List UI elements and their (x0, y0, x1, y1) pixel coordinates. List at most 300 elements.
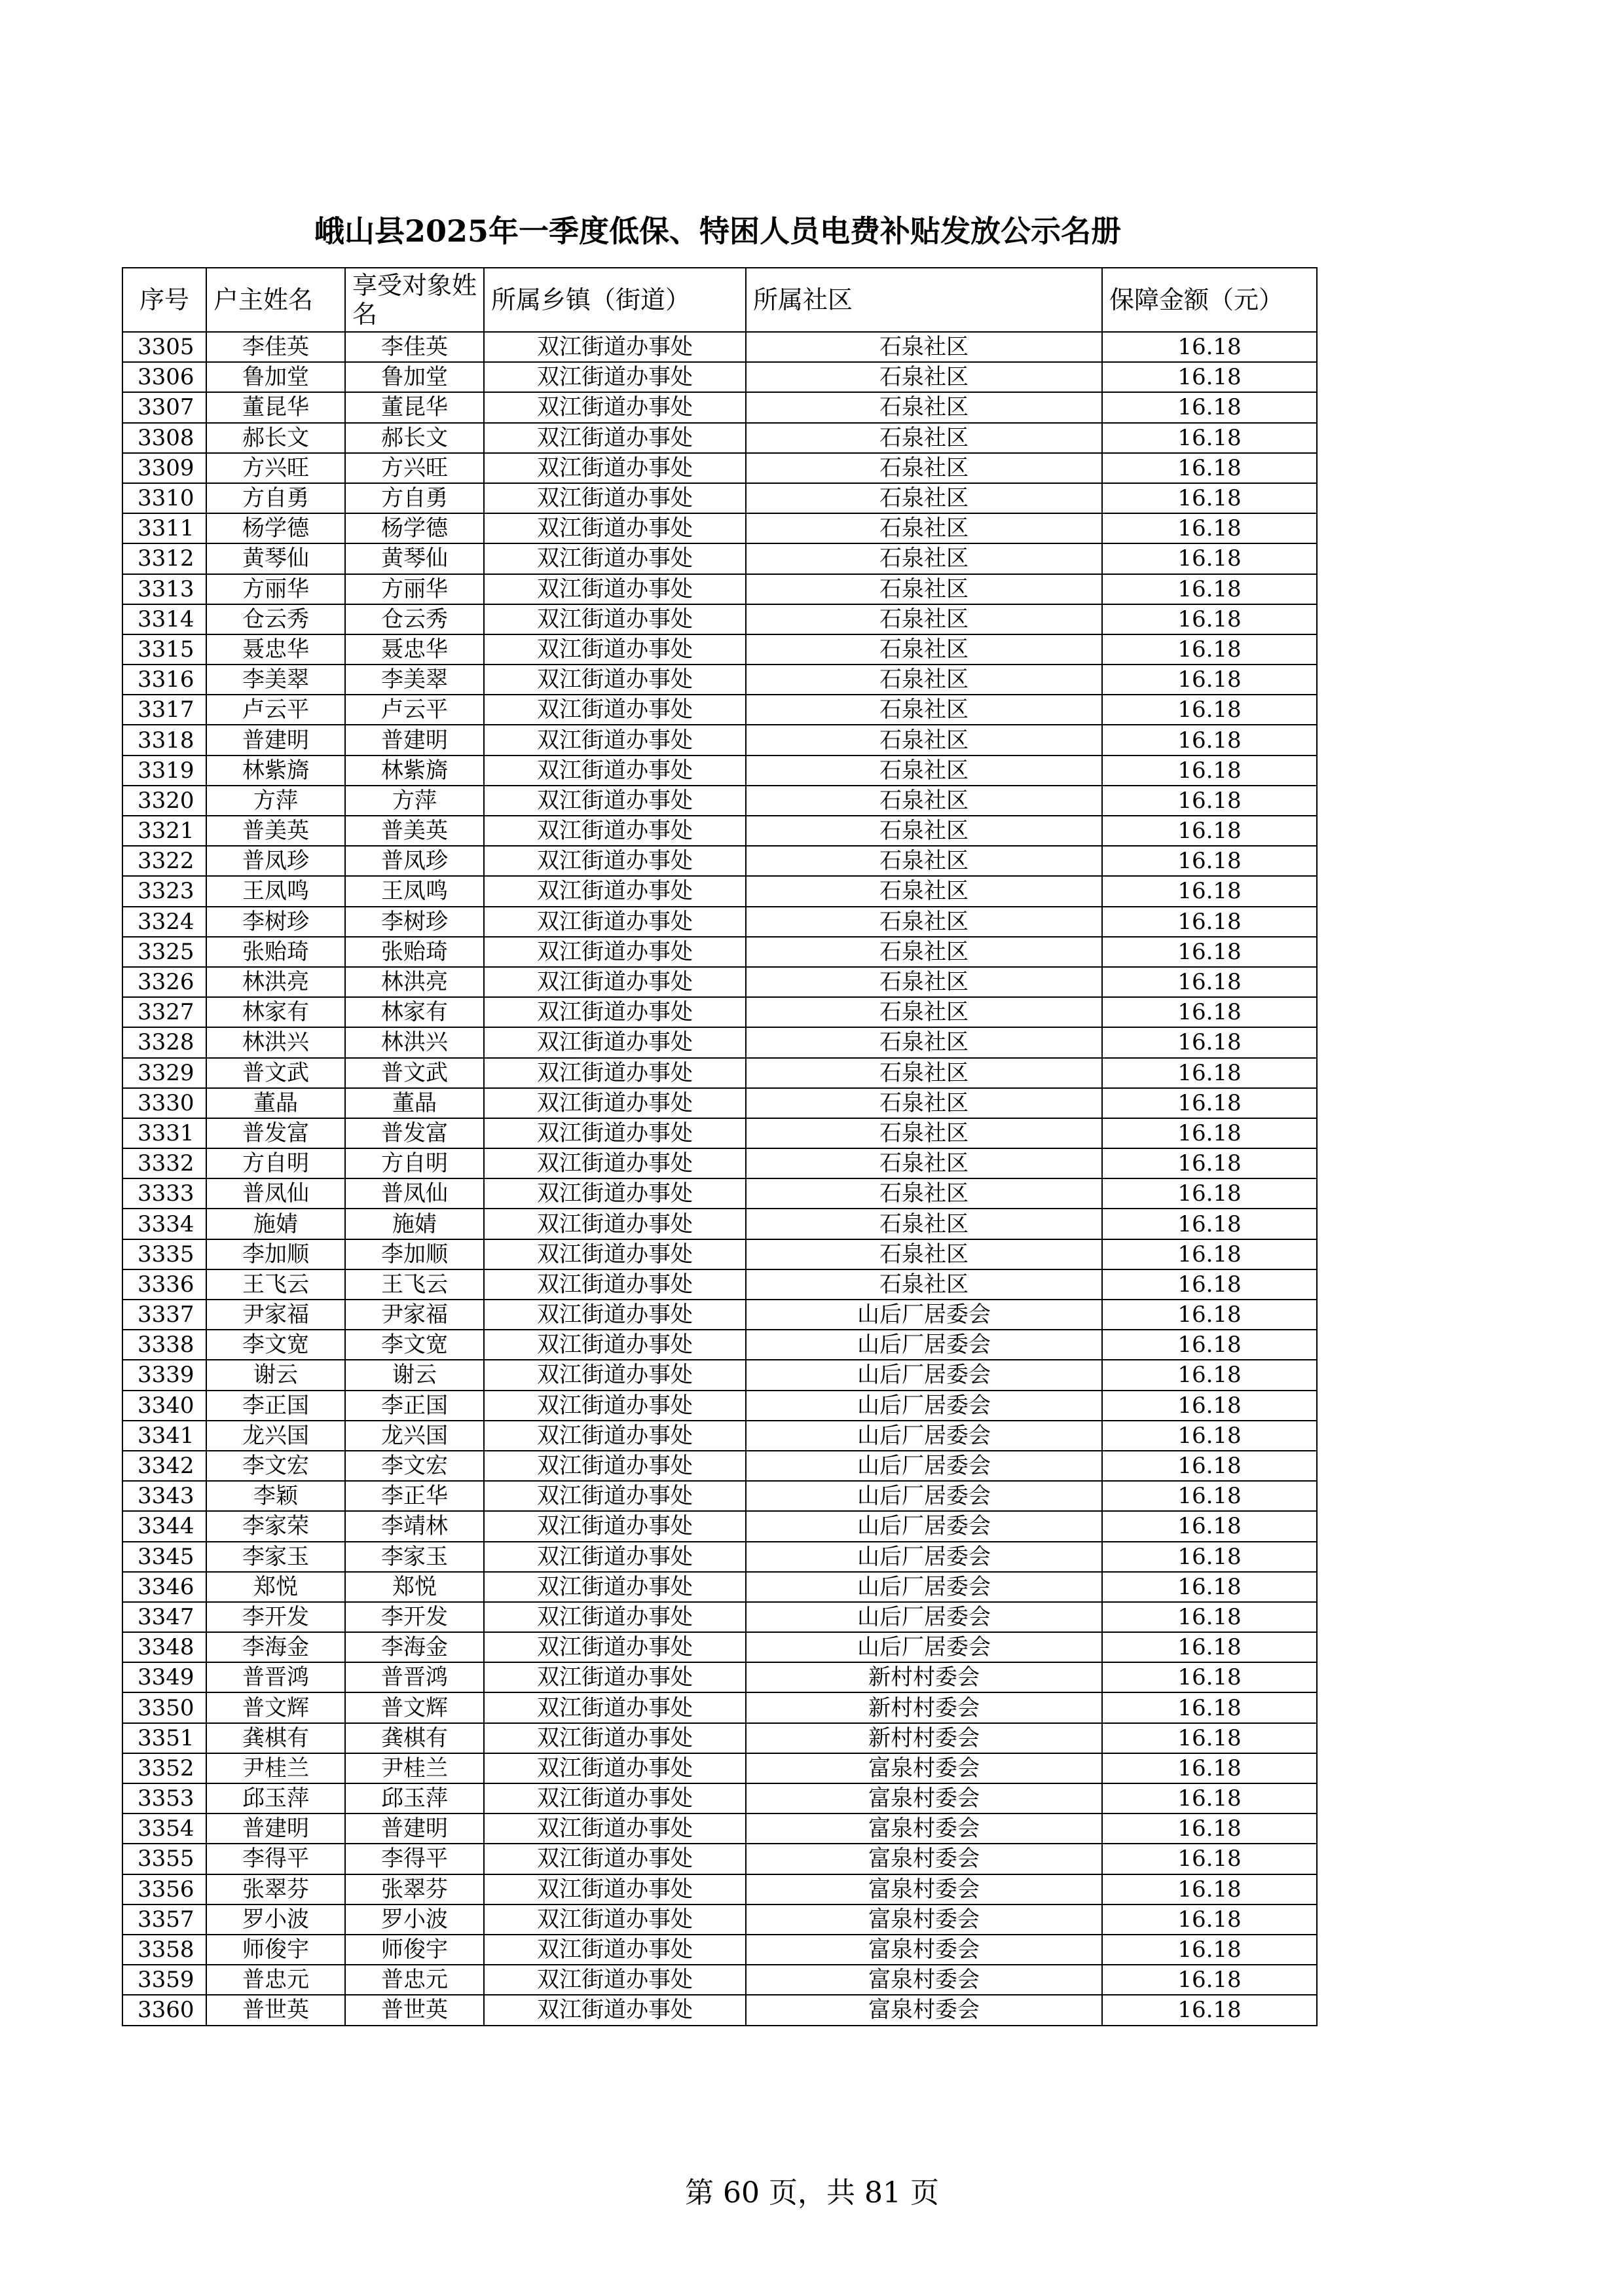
cell-township: 双江街道办事处 (484, 392, 746, 422)
table-row (122, 1300, 1317, 1330)
cell-beneficiary: 普发富 (345, 1118, 484, 1148)
cell-township: 双江街道办事处 (484, 725, 746, 755)
cell-amount: 16.18 (1102, 1118, 1317, 1148)
cell-beneficiary: 普美英 (345, 816, 484, 846)
cell-beneficiary: 普建明 (345, 1813, 484, 1844)
cell-household-head: 李正国 (206, 1391, 345, 1421)
cell-township: 双江街道办事处 (484, 1481, 746, 1511)
table-row (122, 1451, 1317, 1481)
cell-township: 双江街道办事处 (484, 1118, 746, 1148)
cell-township: 双江街道办事处 (484, 1874, 746, 1904)
cell-community: 石泉社区 (746, 876, 1102, 906)
cell-household-head: 仓云秀 (206, 604, 345, 634)
cell-township: 双江街道办事处 (484, 1421, 746, 1451)
table-row (122, 1813, 1317, 1844)
cell-community: 石泉社区 (746, 634, 1102, 665)
cell-community: 石泉社区 (746, 392, 1102, 422)
cell-community: 石泉社区 (746, 1088, 1102, 1118)
cell-community: 新村村委会 (746, 1723, 1102, 1753)
cell-amount: 16.18 (1102, 1935, 1317, 1965)
cell-amount: 16.18 (1102, 1813, 1317, 1844)
cell-amount: 16.18 (1102, 907, 1317, 937)
cell-household-head: 李开发 (206, 1602, 345, 1632)
cell-household-head: 方丽华 (206, 574, 345, 604)
cell-township: 双江街道办事处 (484, 1451, 746, 1481)
cell-township: 双江街道办事处 (484, 1391, 746, 1421)
cell-beneficiary: 普文辉 (345, 1692, 484, 1722)
header-amount: 保障金额（元） (1102, 268, 1317, 332)
header-community: 所属社区 (746, 268, 1102, 332)
cell-amount: 16.18 (1102, 1783, 1317, 1813)
cell-township: 双江街道办事处 (484, 513, 746, 543)
cell-township: 双江街道办事处 (484, 1058, 746, 1088)
cell-household-head: 李加顺 (206, 1239, 345, 1269)
cell-household-head: 普世英 (206, 1995, 345, 2025)
cell-seq: 3343 (122, 1481, 206, 1511)
cell-beneficiary: 林洪亮 (345, 967, 484, 997)
cell-township: 双江街道办事处 (484, 1300, 746, 1330)
table-row (122, 574, 1317, 604)
cell-beneficiary: 李文宽 (345, 1330, 484, 1360)
cell-seq: 3350 (122, 1692, 206, 1722)
table-row (122, 1360, 1317, 1390)
cell-amount: 16.18 (1102, 816, 1317, 846)
cell-household-head: 普建明 (206, 725, 345, 755)
table-row (122, 1995, 1317, 2025)
cell-seq: 3352 (122, 1753, 206, 1783)
table-row (122, 756, 1317, 786)
table-row (122, 1027, 1317, 1057)
table-row (122, 513, 1317, 543)
cell-beneficiary: 龙兴国 (345, 1421, 484, 1451)
cell-township: 双江街道办事处 (484, 634, 746, 665)
cell-beneficiary: 张贻琦 (345, 937, 484, 967)
cell-seq: 3327 (122, 997, 206, 1027)
cell-household-head: 李得平 (206, 1844, 345, 1874)
cell-household-head: 邱玉萍 (206, 1783, 345, 1813)
cell-amount: 16.18 (1102, 1421, 1317, 1451)
cell-community: 石泉社区 (746, 1178, 1102, 1209)
cell-seq: 3313 (122, 574, 206, 604)
cell-amount: 16.18 (1102, 725, 1317, 755)
table-row (122, 1391, 1317, 1421)
cell-seq: 3305 (122, 332, 206, 362)
cell-seq: 3308 (122, 423, 206, 453)
cell-household-head: 郑悦 (206, 1572, 345, 1602)
cell-township: 双江街道办事处 (484, 1723, 746, 1753)
cell-seq: 3334 (122, 1209, 206, 1239)
cell-amount: 16.18 (1102, 786, 1317, 816)
cell-township: 双江街道办事处 (484, 1572, 746, 1602)
cell-beneficiary: 杨学德 (345, 513, 484, 543)
cell-beneficiary: 师俊宇 (345, 1935, 484, 1965)
cell-township: 双江街道办事处 (484, 1209, 746, 1239)
cell-household-head: 普建明 (206, 1813, 345, 1844)
cell-amount: 16.18 (1102, 1874, 1317, 1904)
cell-amount: 16.18 (1102, 1239, 1317, 1269)
cell-household-head: 普文辉 (206, 1692, 345, 1722)
cell-community: 富泉村委会 (746, 1935, 1102, 1965)
cell-township: 双江街道办事处 (484, 1813, 746, 1844)
cell-community: 石泉社区 (746, 816, 1102, 846)
cell-amount: 16.18 (1102, 1360, 1317, 1390)
table-row (122, 1209, 1317, 1239)
table-row (122, 725, 1317, 755)
cell-township: 双江街道办事处 (484, 543, 746, 574)
cell-beneficiary: 李家玉 (345, 1542, 484, 1572)
cell-seq: 3325 (122, 937, 206, 967)
cell-amount: 16.18 (1102, 1148, 1317, 1178)
cell-household-head: 龙兴国 (206, 1421, 345, 1451)
cell-community: 山后厂居委会 (746, 1511, 1102, 1541)
cell-community: 山后厂居委会 (746, 1451, 1102, 1481)
cell-household-head: 谢云 (206, 1360, 345, 1390)
cell-township: 双江街道办事处 (484, 997, 746, 1027)
cell-amount: 16.18 (1102, 1088, 1317, 1118)
cell-beneficiary: 李正国 (345, 1391, 484, 1421)
cell-community: 富泉村委会 (746, 1874, 1102, 1904)
cell-amount: 16.18 (1102, 332, 1317, 362)
cell-beneficiary: 李美翠 (345, 665, 484, 695)
cell-township: 双江街道办事处 (484, 423, 746, 453)
cell-township: 双江街道办事处 (484, 665, 746, 695)
cell-household-head: 李家荣 (206, 1511, 345, 1541)
cell-beneficiary: 李海金 (345, 1632, 484, 1662)
table-row (122, 543, 1317, 574)
cell-township: 双江街道办事处 (484, 604, 746, 634)
cell-amount: 16.18 (1102, 967, 1317, 997)
cell-amount: 16.18 (1102, 1692, 1317, 1722)
cell-seq: 3309 (122, 453, 206, 483)
cell-seq: 3311 (122, 513, 206, 543)
cell-township: 双江街道办事处 (484, 1662, 746, 1692)
table-header-row (122, 268, 1317, 332)
cell-household-head: 李家玉 (206, 1542, 345, 1572)
cell-household-head: 龚棋有 (206, 1723, 345, 1753)
cell-amount: 16.18 (1102, 1723, 1317, 1753)
cell-township: 双江街道办事处 (484, 1844, 746, 1874)
cell-community: 山后厂居委会 (746, 1330, 1102, 1360)
cell-beneficiary: 王凤鸣 (345, 876, 484, 906)
cell-community: 石泉社区 (746, 423, 1102, 453)
cell-amount: 16.18 (1102, 1542, 1317, 1572)
table-row (122, 1481, 1317, 1511)
cell-township: 双江街道办事处 (484, 756, 746, 786)
table-row (122, 604, 1317, 634)
cell-township: 双江街道办事处 (484, 362, 746, 392)
table-row (122, 1058, 1317, 1088)
cell-household-head: 方自明 (206, 1148, 345, 1178)
cell-amount: 16.18 (1102, 1844, 1317, 1874)
cell-seq: 3333 (122, 1178, 206, 1209)
cell-amount: 16.18 (1102, 1572, 1317, 1602)
table-row (122, 1723, 1317, 1753)
cell-community: 富泉村委会 (746, 1753, 1102, 1783)
table-row (122, 1088, 1317, 1118)
cell-township: 双江街道办事处 (484, 786, 746, 816)
cell-seq: 3322 (122, 846, 206, 876)
cell-community: 石泉社区 (746, 483, 1102, 513)
cell-beneficiary: 王飞云 (345, 1269, 484, 1300)
cell-beneficiary: 普晋鸿 (345, 1662, 484, 1692)
cell-township: 双江街道办事处 (484, 1148, 746, 1178)
cell-seq: 3356 (122, 1874, 206, 1904)
cell-beneficiary: 林洪兴 (345, 1027, 484, 1057)
cell-township: 双江街道办事处 (484, 876, 746, 906)
cell-seq: 3316 (122, 665, 206, 695)
cell-seq: 3326 (122, 967, 206, 997)
cell-beneficiary: 普凤仙 (345, 1178, 484, 1209)
cell-township: 双江街道办事处 (484, 846, 746, 876)
cell-seq: 3315 (122, 634, 206, 665)
cell-household-head: 杨学德 (206, 513, 345, 543)
cell-community: 山后厂居委会 (746, 1360, 1102, 1390)
cell-beneficiary: 普文武 (345, 1058, 484, 1088)
cell-household-head: 张贻琦 (206, 937, 345, 967)
cell-household-head: 方兴旺 (206, 453, 345, 483)
cell-seq: 3358 (122, 1935, 206, 1965)
cell-beneficiary: 卢云平 (345, 695, 484, 725)
cell-beneficiary: 普忠元 (345, 1965, 484, 1995)
cell-beneficiary: 方自明 (345, 1148, 484, 1178)
cell-seq: 3314 (122, 604, 206, 634)
table-row (122, 907, 1317, 937)
cell-amount: 16.18 (1102, 604, 1317, 634)
cell-beneficiary: 尹桂兰 (345, 1753, 484, 1783)
cell-community: 石泉社区 (746, 453, 1102, 483)
cell-beneficiary: 谢云 (345, 1360, 484, 1390)
cell-seq: 3312 (122, 543, 206, 574)
cell-township: 双江街道办事处 (484, 1239, 746, 1269)
cell-community: 山后厂居委会 (746, 1391, 1102, 1421)
cell-household-head: 林家有 (206, 997, 345, 1027)
cell-seq: 3345 (122, 1542, 206, 1572)
cell-beneficiary: 李靖林 (345, 1511, 484, 1541)
cell-community: 石泉社区 (746, 513, 1102, 543)
table-row (122, 423, 1317, 453)
cell-household-head: 普凤仙 (206, 1178, 345, 1209)
table-row (122, 876, 1317, 906)
cell-amount: 16.18 (1102, 543, 1317, 574)
cell-household-head: 李美翠 (206, 665, 345, 695)
cell-seq: 3351 (122, 1723, 206, 1753)
cell-community: 山后厂居委会 (746, 1300, 1102, 1330)
cell-household-head: 王飞云 (206, 1269, 345, 1300)
table-row (122, 1965, 1317, 1995)
cell-household-head: 方自勇 (206, 483, 345, 513)
cell-amount: 16.18 (1102, 665, 1317, 695)
cell-seq: 3324 (122, 907, 206, 937)
cell-community: 石泉社区 (746, 846, 1102, 876)
cell-beneficiary: 普凤珍 (345, 846, 484, 876)
cell-community: 富泉村委会 (746, 1844, 1102, 1874)
cell-seq: 3342 (122, 1451, 206, 1481)
cell-township: 双江街道办事处 (484, 937, 746, 967)
cell-amount: 16.18 (1102, 1632, 1317, 1662)
cell-township: 双江街道办事处 (484, 816, 746, 846)
cell-beneficiary: 李得平 (345, 1844, 484, 1874)
cell-beneficiary: 聂忠华 (345, 634, 484, 665)
cell-seq: 3307 (122, 392, 206, 422)
cell-household-head: 李海金 (206, 1632, 345, 1662)
document-title: 峨山县2025年一季度低保、特困人员电费补贴发放公示名册 (314, 213, 1122, 249)
cell-beneficiary: 邱玉萍 (345, 1783, 484, 1813)
cell-amount: 16.18 (1102, 574, 1317, 604)
cell-amount: 16.18 (1102, 1481, 1317, 1511)
cell-beneficiary: 李文宏 (345, 1451, 484, 1481)
table-row (122, 937, 1317, 967)
cell-amount: 16.18 (1102, 634, 1317, 665)
cell-beneficiary: 李正华 (345, 1481, 484, 1511)
cell-household-head: 普文武 (206, 1058, 345, 1088)
cell-household-head: 罗小波 (206, 1904, 345, 1935)
cell-household-head: 李颖 (206, 1481, 345, 1511)
cell-beneficiary: 尹家福 (345, 1300, 484, 1330)
cell-amount: 16.18 (1102, 695, 1317, 725)
cell-township: 双江街道办事处 (484, 483, 746, 513)
cell-beneficiary: 董晶 (345, 1088, 484, 1118)
table-row (122, 1148, 1317, 1178)
cell-beneficiary: 普建明 (345, 725, 484, 755)
cell-beneficiary: 林家有 (345, 997, 484, 1027)
cell-seq: 3355 (122, 1844, 206, 1874)
cell-household-head: 董昆华 (206, 392, 345, 422)
cell-beneficiary: 李开发 (345, 1602, 484, 1632)
cell-seq: 3306 (122, 362, 206, 392)
table-row (122, 1118, 1317, 1148)
cell-household-head: 黄琴仙 (206, 543, 345, 574)
cell-seq: 3320 (122, 786, 206, 816)
cell-township: 双江街道办事处 (484, 1088, 746, 1118)
header-household-head: 户主姓名 (206, 268, 345, 332)
table-row (122, 332, 1317, 362)
cell-township: 双江街道办事处 (484, 453, 746, 483)
cell-amount: 16.18 (1102, 483, 1317, 513)
cell-seq: 3353 (122, 1783, 206, 1813)
cell-community: 富泉村委会 (746, 1995, 1102, 2025)
cell-amount: 16.18 (1102, 1391, 1317, 1421)
table-row (122, 846, 1317, 876)
cell-community: 山后厂居委会 (746, 1421, 1102, 1451)
table-row (122, 1269, 1317, 1300)
cell-household-head: 尹家福 (206, 1300, 345, 1330)
cell-household-head: 聂忠华 (206, 634, 345, 665)
cell-community: 石泉社区 (746, 695, 1102, 725)
cell-community: 富泉村委会 (746, 1813, 1102, 1844)
cell-amount: 16.18 (1102, 1058, 1317, 1088)
cell-seq: 3330 (122, 1088, 206, 1118)
table-row (122, 634, 1317, 665)
table-row (122, 1511, 1317, 1541)
cell-beneficiary: 郝长文 (345, 423, 484, 453)
cell-township: 双江街道办事处 (484, 332, 746, 362)
table-row (122, 483, 1317, 513)
cell-household-head: 方萍 (206, 786, 345, 816)
cell-beneficiary: 方萍 (345, 786, 484, 816)
cell-amount: 16.18 (1102, 846, 1317, 876)
cell-community: 石泉社区 (746, 907, 1102, 937)
cell-community: 新村村委会 (746, 1692, 1102, 1722)
table-row (122, 362, 1317, 392)
cell-seq: 3321 (122, 816, 206, 846)
table-row (122, 1602, 1317, 1632)
cell-township: 双江街道办事处 (484, 1904, 746, 1935)
page-number-footer: 第 60 页，共 81 页 (685, 2176, 939, 2210)
cell-seq: 3344 (122, 1511, 206, 1541)
cell-seq: 3328 (122, 1027, 206, 1057)
table-row (122, 1542, 1317, 1572)
cell-amount: 16.18 (1102, 1965, 1317, 1995)
table-row (122, 1330, 1317, 1360)
cell-household-head: 师俊宇 (206, 1935, 345, 1965)
cell-community: 新村村委会 (746, 1662, 1102, 1692)
cell-community: 石泉社区 (746, 1118, 1102, 1148)
cell-beneficiary: 李加顺 (345, 1239, 484, 1269)
cell-seq: 3332 (122, 1148, 206, 1178)
cell-township: 双江街道办事处 (484, 1360, 746, 1390)
cell-beneficiary: 仓云秀 (345, 604, 484, 634)
cell-community: 石泉社区 (746, 967, 1102, 997)
table-row (122, 1904, 1317, 1935)
cell-household-head: 林紫旖 (206, 756, 345, 786)
cell-seq: 3339 (122, 1360, 206, 1390)
table-row (122, 1239, 1317, 1269)
cell-township: 双江街道办事处 (484, 1330, 746, 1360)
table-body (122, 332, 1317, 2026)
cell-seq: 3357 (122, 1904, 206, 1935)
cell-community: 富泉村委会 (746, 1783, 1102, 1813)
cell-township: 双江街道办事处 (484, 1965, 746, 1995)
cell-amount: 16.18 (1102, 1602, 1317, 1632)
cell-household-head: 施婧 (206, 1209, 345, 1239)
table-row (122, 1178, 1317, 1209)
cell-township: 双江街道办事处 (484, 1935, 746, 1965)
cell-community: 富泉村委会 (746, 1904, 1102, 1935)
cell-household-head: 普晋鸿 (206, 1662, 345, 1692)
cell-beneficiary: 方自勇 (345, 483, 484, 513)
cell-seq: 3347 (122, 1602, 206, 1632)
cell-amount: 16.18 (1102, 392, 1317, 422)
table-row (122, 392, 1317, 422)
cell-community: 山后厂居委会 (746, 1602, 1102, 1632)
cell-community: 山后厂居委会 (746, 1481, 1102, 1511)
table-row (122, 997, 1317, 1027)
table-row (122, 1572, 1317, 1602)
cell-township: 双江街道办事处 (484, 967, 746, 997)
table-row (122, 665, 1317, 695)
cell-community: 石泉社区 (746, 362, 1102, 392)
cell-community: 石泉社区 (746, 665, 1102, 695)
cell-seq: 3318 (122, 725, 206, 755)
cell-beneficiary: 李树珍 (345, 907, 484, 937)
cell-seq: 3359 (122, 1965, 206, 1995)
cell-community: 石泉社区 (746, 1058, 1102, 1088)
cell-household-head: 林洪亮 (206, 967, 345, 997)
cell-community: 石泉社区 (746, 574, 1102, 604)
cell-amount: 16.18 (1102, 1209, 1317, 1239)
cell-community: 山后厂居委会 (746, 1542, 1102, 1572)
cell-beneficiary: 方兴旺 (345, 453, 484, 483)
cell-household-head: 张翠芬 (206, 1874, 345, 1904)
cell-amount: 16.18 (1102, 1995, 1317, 2025)
cell-amount: 16.18 (1102, 1451, 1317, 1481)
cell-seq: 3349 (122, 1662, 206, 1692)
table-row (122, 695, 1317, 725)
cell-amount: 16.18 (1102, 1027, 1317, 1057)
cell-beneficiary: 林紫旖 (345, 756, 484, 786)
cell-amount: 16.18 (1102, 1662, 1317, 1692)
cell-community: 山后厂居委会 (746, 1632, 1102, 1662)
